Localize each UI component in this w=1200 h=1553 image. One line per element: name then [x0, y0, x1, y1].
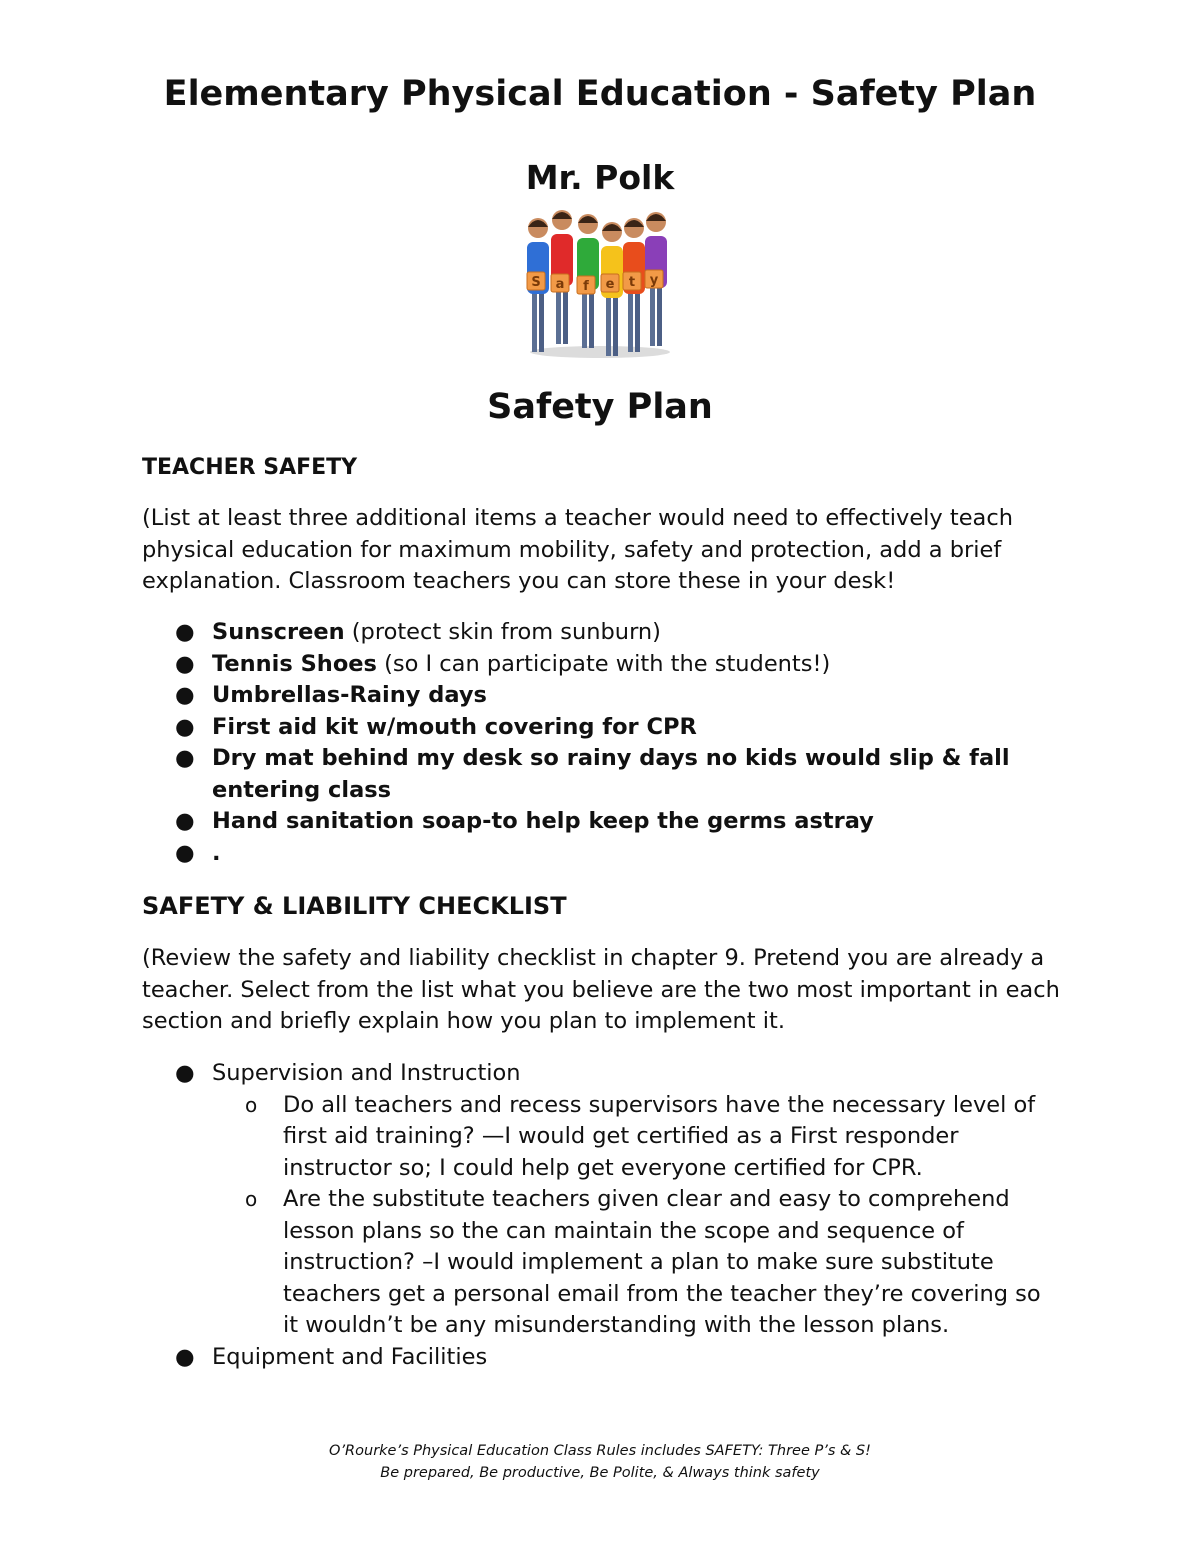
document-title: Elementary Physical Education - Safety Plan — [163, 74, 1037, 114]
bullet-icon: ● — [175, 1343, 195, 1370]
item-description: (protect skin from sunburn) — [344, 619, 661, 645]
bullet-icon: ● — [175, 839, 195, 866]
bullet-icon: ● — [175, 808, 195, 834]
kid-leg — [532, 290, 537, 352]
circle-bullet-icon: o — [245, 1092, 258, 1117]
bullet-icon: ● — [175, 1060, 195, 1086]
kid-leg — [628, 290, 633, 352]
list-item — [142, 712, 1062, 744]
letter-block-text: y — [649, 273, 659, 288]
author-name: Mr. Polk — [525, 158, 675, 197]
item-label: Tennis Shoes — [212, 650, 377, 677]
list-item — [142, 1058, 1062, 1342]
kid-leg — [650, 284, 655, 346]
item-label: Sunscreen — [212, 619, 345, 645]
footer-line-2: Be prepared, Be productive, Be Polite, & Always think safety — [380, 1465, 820, 1481]
bullet-icon: ● — [175, 650, 195, 677]
teacher-safety-instructions: (List at least three additional items a teacher would need to effectively teach physical education for maximum mobility, safety and protection, add a brief explanation. Classroom teachers you can store these in your desk! — [142, 505, 1013, 594]
letter-block-text: t — [628, 275, 636, 290]
kid-leg — [589, 286, 594, 348]
kids-safety-picture — [510, 210, 690, 360]
kid-leg — [582, 286, 587, 348]
sub-item-text: Do all teachers and recess supervisors have the necessary level of first aid training? —I would get certified as a First responder instructor so; I could help get everyone certified for CPR. — [283, 1091, 1036, 1181]
list-item — [142, 743, 1062, 806]
checklist-section-label: Supervision and Instruction — [212, 1060, 521, 1086]
section-title: Safety Plan — [487, 387, 713, 427]
circle-bullet-icon: o — [245, 1187, 258, 1211]
kid-leg — [606, 294, 611, 356]
kid-leg — [657, 284, 662, 346]
list-item — [142, 806, 1062, 838]
kid-leg — [635, 290, 640, 352]
checklist-heading: SAFETY & LIABILITY CHECKLIST — [142, 892, 567, 920]
teacher-safety-heading: TEACHER SAFETY — [142, 455, 358, 480]
list-item — [142, 680, 1062, 712]
list-item — [142, 617, 1062, 649]
item-description: (so I can participate with the students!) — [376, 650, 831, 677]
sub-item-text: Are the substitute teachers given clear and easy to comprehend lesson plans so the can maintain the scope and sequence of instruction? –I would implement a plan to make sure substitute teachers get a personal email from the teacher they’re covering so it wouldn’t be any misunderstanding with the lesson plans. — [283, 1186, 1041, 1338]
list-item — [142, 649, 1062, 681]
list-item — [142, 1342, 1062, 1374]
bullet-icon: ● — [175, 682, 195, 708]
sub-list-item — [212, 1184, 1062, 1342]
item-label: Dry mat behind my desk so rainy days no kids would slip & fall entering class — [212, 745, 1010, 803]
letter-block-text: f — [583, 279, 589, 294]
checklist-section-label: Equipment and Facilities — [212, 1343, 488, 1370]
item-label: . — [212, 839, 221, 866]
bullet-icon: ● — [175, 745, 195, 771]
sub-list — [212, 1090, 1062, 1342]
item-label: Umbrellas-Rainy days — [212, 682, 487, 708]
list-item — [142, 838, 1062, 870]
sub-list-item — [212, 1090, 1062, 1185]
bullet-icon: ● — [175, 619, 195, 645]
kid-leg — [539, 290, 544, 352]
bullet-icon: ● — [175, 713, 195, 740]
item-label: Hand sanitation soap-to help keep the germs astray — [212, 808, 874, 834]
item-label: First aid kit w/mouth covering for CPR — [212, 713, 697, 740]
kid-leg — [613, 294, 618, 356]
letter-block-text: e — [605, 277, 615, 292]
teacher-safety-list — [142, 617, 1062, 869]
letter-block-text: a — [555, 277, 565, 292]
checklist-list — [142, 1058, 1062, 1373]
footer-line-1: O’Rourke’s Physical Education Class Rules includes SAFETY: Three P’s & S! — [329, 1443, 871, 1459]
letter-block-text: S — [531, 275, 541, 290]
checklist-instructions: (Review the safety and liability checklist in chapter 9. Pretend you are already a teacher. Select from the list what you believe are the two most important in each section and briefly explain how you plan to implement it. — [142, 945, 1060, 1034]
